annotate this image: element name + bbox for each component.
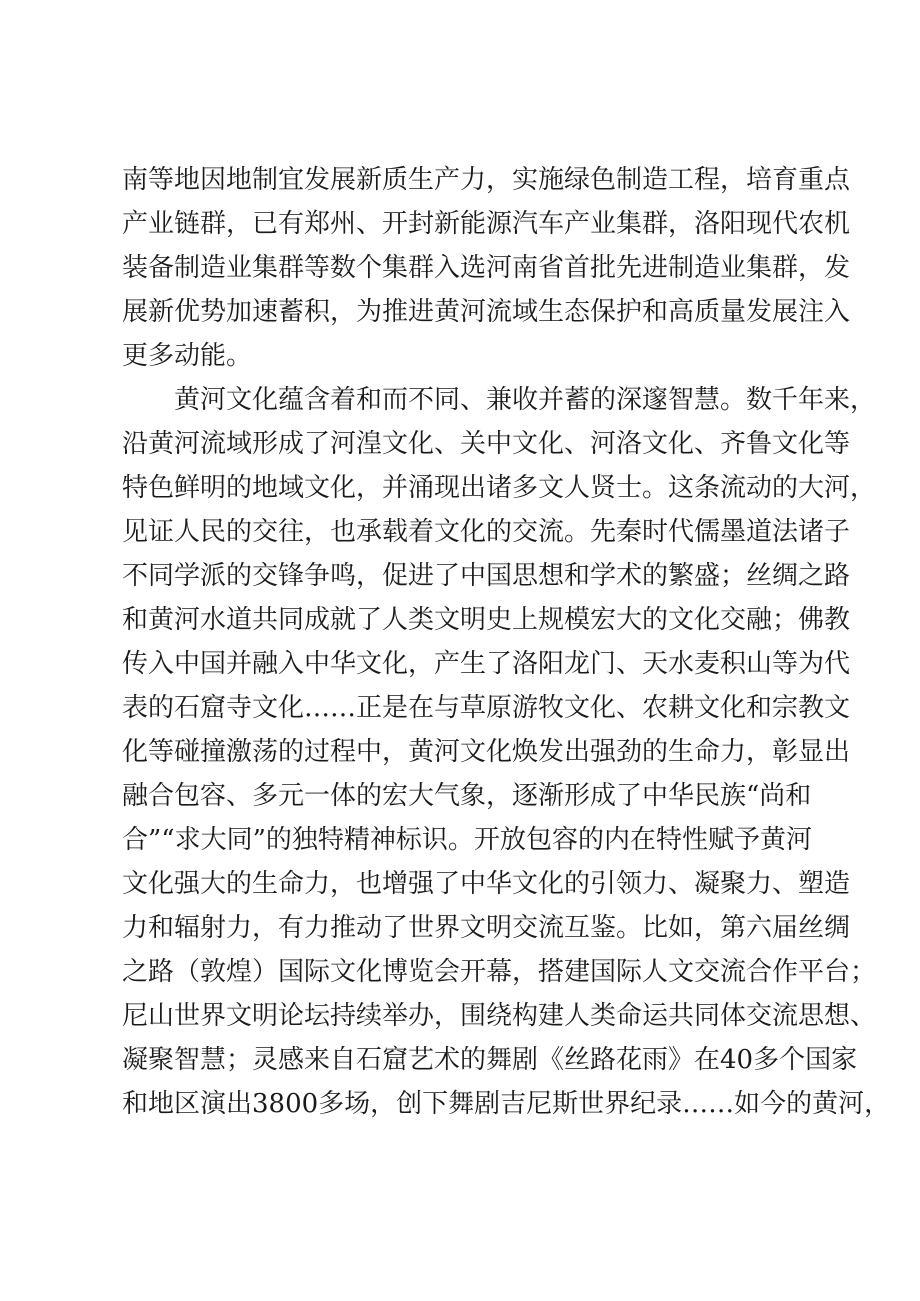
- paragraph-1-line-4: 展新优势加速蓄积，为推进黄河流域生态保护和高质量发展注入: [122, 297, 851, 327]
- paragraph-2-line-6: 和黄河水道共同成就了人类文明史上规模宏大的文化交融；佛教: [122, 605, 851, 635]
- paragraph-2-line-12: 文化强大的生命力，也增强了中华文化的引领力、凝聚力、塑造: [122, 869, 851, 899]
- paragraph-2-line-8: 表的石窟寺文化……正是在与草原游牧文化、农耕文化和宗教文: [122, 693, 851, 723]
- paragraph-2-line-15: 尼山世界文明论坛持续举办，围绕构建人类命运共同体交流思想、: [122, 1001, 877, 1031]
- paragraph-2-line-14: 之路（敦煌）国际文化博览会开幕，搭建国际人文交流合作平台；: [122, 957, 877, 987]
- paragraph-2-line-16: 凝聚智慧；灵感来自石窟艺术的舞剧《丝路花雨》在40多个国家: [122, 1045, 858, 1075]
- paragraph-2-line-4: 见证人民的交往，也承载着文化的交流。先秦时代儒墨道法诸子: [122, 517, 851, 547]
- paragraph-2-line-7: 传入中国并融入中华文化，产生了洛阳龙门、天水麦积山等为代: [122, 649, 851, 679]
- paragraph-1-line-1: 南等地因地制宜发展新质生产力，实施绿色制造工程，培育重点: [122, 165, 851, 195]
- paragraph-2-line-13: 力和辐射力，有力推动了世界文明交流互鉴。比如，第六届丝绸: [122, 913, 851, 943]
- paragraph-1-line-5: 更多动能。: [122, 341, 253, 371]
- paragraph-2-line-9: 化等碰撞激荡的过程中，黄河文化焕发出强劲的生命力，彰显出: [122, 737, 851, 767]
- paragraph-2-line-1: 黄河文化蕴含着和而不同、兼收并蓄的深邃智慧。数千年来，: [174, 385, 877, 415]
- paragraph-2-line-10: 融合包容、多元一体的宏大气象，逐渐形成了中华民族“尚和: [122, 781, 812, 811]
- paragraph-2-line-17: 和地区演出3800多场，创下舞剧吉尼斯世界纪录……如今的黄河，: [122, 1089, 891, 1119]
- paragraph-2-line-2: 沿黄河流域形成了河湟文化、关中文化、河洛文化、齐鲁文化等: [122, 429, 851, 459]
- paragraph-2-line-3: 特色鲜明的地域文化，并涌现出诸多文人贤士。这条流动的大河，: [122, 473, 877, 503]
- paragraph-2-line-5: 不同学派的交锋争鸣，促进了中国思想和学术的繁盛；丝绸之路: [122, 561, 851, 591]
- paragraph-2-line-11: 合”“求大同”的独特精神标识。开放包容的内在特性赋予黄河: [122, 825, 812, 855]
- paragraph-1-line-3: 装备制造业集群等数个集群入选河南省首批先进制造业集群，发: [122, 253, 851, 283]
- paragraph-1-line-2: 产业链群，已有郑州、开封新能源汽车产业集群，洛阳现代农机: [122, 209, 851, 239]
